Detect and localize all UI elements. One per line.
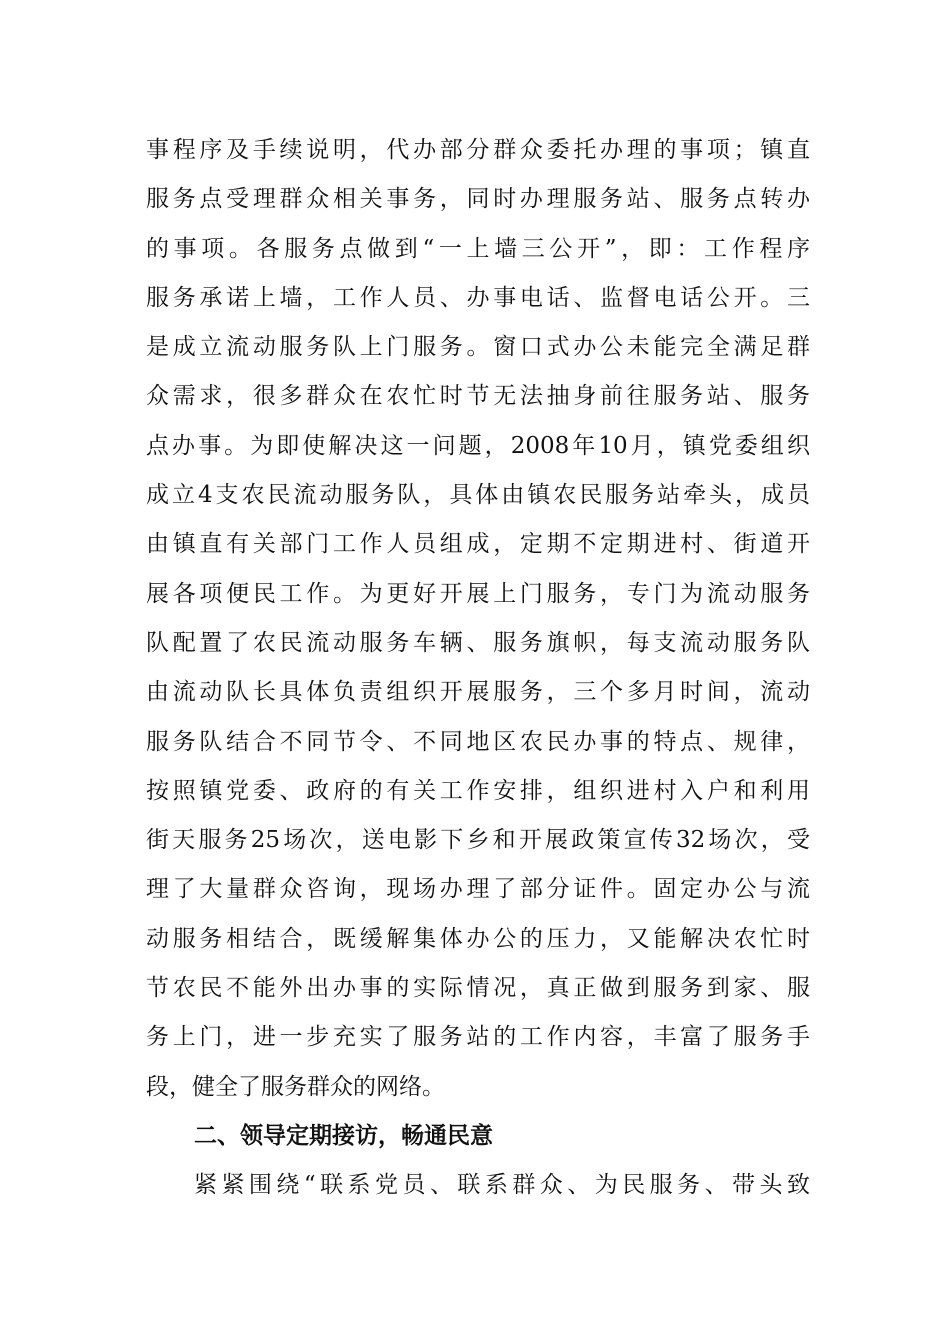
body-line: 理了大量群众咨询，现场办理了部分证件。固定办公与流 (146, 876, 810, 903)
document-body (146, 126, 810, 1211)
body-line: 由镇直有关部门工作人员组成，定期不定期进村、街道开 (146, 531, 810, 558)
body-line: 是成立流动服务队上门服务。窗口式办公未能完全满足群 (146, 334, 810, 361)
body-line: 服务点受理群众相关事务，同时办理服务站、服务点转办 (146, 186, 810, 213)
body-line: 事程序及手续说明，代办部分群众委托办理的事项；镇直 (146, 137, 810, 163)
body-line: 动服务相结合，既缓解集体办公的压力，又能解决农忙时 (146, 925, 810, 952)
body-line: 街天服务25场次，送电影下乡和开展政策宣传32场次，受 (146, 827, 810, 854)
body-line: 服务承诺上墙，工作人员、办事电话、监督电话公开。三 (146, 284, 810, 311)
body-line: 队配置了农民流动服务车辆、服务旗帜，每支流动服务队 (146, 629, 810, 656)
body-line: 展各项便民工作。为更好开展上门服务，专门为流动服务 (146, 580, 810, 607)
section-heading: 二、领导定期接访，畅通民意 (194, 1122, 493, 1149)
body-line: 段，健全了服务群众的网络。 (146, 1073, 445, 1100)
body-line: 节农民不能外出办事的实际情况，真正做到服务到家、服 (146, 975, 810, 1002)
body-line: 服务队结合不同节令、不同地区农民办事的特点、规律， (146, 728, 810, 755)
body-line: 紧紧围绕“联系党员、联系群众、为民服务、带头致 (194, 1172, 810, 1199)
body-line: 按照镇党委、政府的有关工作安排，组织进村入户和利用 (146, 777, 810, 804)
body-line: 点办事。为即使解决这一问题，2008年10月，镇党委组织 (146, 432, 810, 459)
body-line: 的事项。各服务点做到“一上墙三公开”，即：工作程序 (146, 235, 810, 262)
body-line: 众需求，很多群众在农忙时节无法抽身前往服务站、服务 (146, 383, 810, 410)
body-line: 成立4支农民流动服务队，具体由镇农民服务站牵头，成员 (146, 482, 810, 509)
body-line: 务上门，进一步充实了服务站的工作内容，丰富了服务手 (146, 1024, 810, 1051)
body-line: 由流动队长具体负责组织开展服务，三个多月时间，流动 (146, 679, 810, 706)
